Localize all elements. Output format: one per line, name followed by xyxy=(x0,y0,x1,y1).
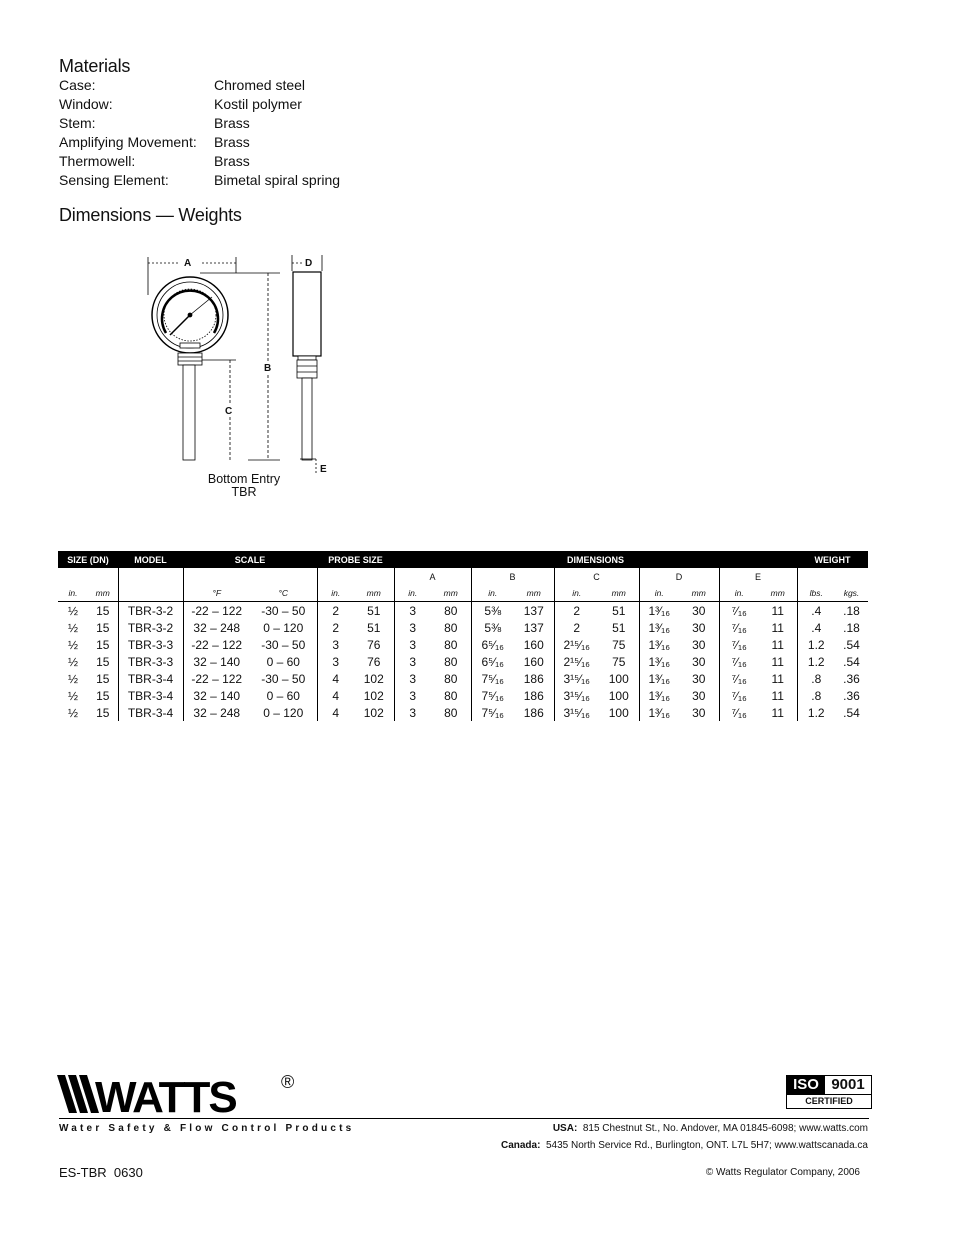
table-cell: 15 xyxy=(96,671,110,686)
materials-title: Materials xyxy=(59,56,131,76)
diagram-caption: Bottom Entry TBR xyxy=(207,472,281,499)
table-cell: .8 xyxy=(797,687,835,704)
material-value: Brass xyxy=(214,134,250,150)
unit-mm: mm xyxy=(88,585,118,602)
material-row xyxy=(59,152,250,171)
unit-in: in. xyxy=(317,585,354,602)
table-cell: 75 xyxy=(612,654,626,669)
table-cell: 32 – 248 xyxy=(183,619,250,636)
header-size: SIZE (DN) xyxy=(58,551,118,568)
table-cell: 160 xyxy=(523,654,544,669)
material-row xyxy=(59,171,340,190)
table-cell: 0 – 60 xyxy=(266,654,300,669)
material-row xyxy=(59,114,250,133)
table-cell: 100 xyxy=(608,671,629,686)
table-cell: .18 xyxy=(843,603,860,618)
table-cell: 11 xyxy=(771,603,784,618)
table-cell: -22 – 122 xyxy=(183,670,250,687)
unit-mm: mm xyxy=(514,585,554,602)
table-cell: .18 xyxy=(843,620,860,635)
table-cell: 15 xyxy=(96,603,110,618)
material-label: Case: xyxy=(59,77,96,93)
dimension-label-e: E xyxy=(320,464,327,475)
table-cell: ½ xyxy=(67,688,78,703)
registered-mark: ® xyxy=(281,1072,295,1092)
table-row xyxy=(58,687,868,704)
table-cell: 3 xyxy=(394,670,431,687)
table-cell: .4 xyxy=(797,602,835,620)
material-value: Chromed steel xyxy=(214,77,306,93)
table-cell: 6⁵⁄₁₆ xyxy=(471,636,514,653)
table-cell: TBR-3-2 xyxy=(118,619,183,636)
table-cell: 7⁵⁄₁₆ xyxy=(471,704,514,721)
header-probe: PROBE SIZE xyxy=(317,551,394,568)
table-cell: 15 xyxy=(96,688,110,703)
table-cell: TBR-3-3 xyxy=(118,636,183,653)
table-cell: 6⁵⁄₁₆ xyxy=(471,653,514,670)
table-cell: TBR-3-3 xyxy=(118,653,183,670)
iso-number: 9001 xyxy=(831,1076,865,1093)
table-cell: 3 xyxy=(317,653,354,670)
table-cell: TBR-3-2 xyxy=(118,602,183,620)
unit-in: in. xyxy=(719,585,759,602)
table-cell: 30 xyxy=(692,654,706,669)
watts-wordmark: WATTS xyxy=(95,1073,236,1115)
table-cell: 100 xyxy=(608,705,629,720)
dim-letter-a: A xyxy=(394,568,471,585)
table-cell: 3 xyxy=(394,704,431,721)
table-cell: 1³⁄₁₆ xyxy=(639,704,679,721)
table-cell: 30 xyxy=(692,671,706,686)
table-cell: TBR-3-4 xyxy=(118,704,183,721)
table-cell: 30 xyxy=(692,688,706,703)
table-cell: ⁷⁄₁₆ xyxy=(719,619,759,636)
table-cell: 5⅜ xyxy=(471,602,514,620)
header-scale: SCALE xyxy=(183,551,317,568)
table-cell: 4 xyxy=(317,687,354,704)
table-cell: TBR-3-4 xyxy=(118,687,183,704)
table-cell: ⁷⁄₁₆ xyxy=(719,636,759,653)
table-row xyxy=(58,653,868,670)
copyright: © Watts Regulator Company, 2006 xyxy=(705,1167,860,1178)
iso-word: ISO xyxy=(787,1076,825,1094)
material-value: Brass xyxy=(214,115,250,131)
unit-in: in. xyxy=(471,585,514,602)
table-cell: ½ xyxy=(67,637,78,652)
unit-mm: mm xyxy=(679,585,719,602)
table-cell: 80 xyxy=(444,620,458,635)
material-label: Sensing Element: xyxy=(59,172,169,188)
table-cell: 7⁵⁄₁₆ xyxy=(471,687,514,704)
dim-letter-b: B xyxy=(471,568,554,585)
table-cell: 3¹⁵⁄₁₆ xyxy=(554,704,599,721)
unit-mm: mm xyxy=(599,585,639,602)
table-cell: 2¹⁵⁄₁₆ xyxy=(554,653,599,670)
header-weight: WEIGHT xyxy=(797,551,868,568)
footer-rule xyxy=(59,1118,869,1119)
table-cell: 1.2 xyxy=(797,636,835,653)
table-cell: 76 xyxy=(367,637,381,652)
iso-certified: CERTIFIED xyxy=(787,1094,871,1108)
unit-c: °C xyxy=(250,585,317,602)
table-cell: 3 xyxy=(394,619,431,636)
table-cell: .54 xyxy=(843,637,860,652)
table-cell: 2 xyxy=(317,602,354,620)
spec-table-body xyxy=(58,602,868,722)
table-cell: ⁷⁄₁₆ xyxy=(719,653,759,670)
table-cell: 186 xyxy=(523,671,544,686)
unit-f: °F xyxy=(183,585,250,602)
table-cell: 0 – 120 xyxy=(263,620,304,635)
table-cell: 3 xyxy=(317,636,354,653)
table-cell: .54 xyxy=(843,705,860,720)
table-cell: 186 xyxy=(523,705,544,720)
table-cell: ½ xyxy=(67,671,78,686)
material-value: Bimetal spiral spring xyxy=(214,172,341,188)
table-cell: 76 xyxy=(367,654,381,669)
header-model: MODEL xyxy=(118,551,183,568)
table-cell: 2¹⁵⁄₁₆ xyxy=(554,636,599,653)
watts-logo xyxy=(57,1073,297,1115)
table-cell: 11 xyxy=(771,705,784,720)
table-cell: 0 – 60 xyxy=(266,688,300,703)
table-cell: 15 xyxy=(96,620,110,635)
unit-mm: mm xyxy=(354,585,394,602)
table-cell: 11 xyxy=(771,671,784,686)
dimensions-title: Dimensions — Weights xyxy=(59,205,242,225)
table-cell: 51 xyxy=(612,603,626,618)
table-cell: ⁷⁄₁₆ xyxy=(719,670,759,687)
doc-code: ES-TBR 0630 xyxy=(59,1165,143,1180)
material-value: Brass xyxy=(214,153,250,169)
table-cell: 102 xyxy=(363,705,384,720)
table-cell: 80 xyxy=(444,637,458,652)
table-cell: 80 xyxy=(444,671,458,686)
table-cell: .54 xyxy=(843,654,860,669)
material-row xyxy=(59,133,250,152)
iso-badge xyxy=(786,1075,872,1109)
table-cell: .36 xyxy=(843,671,860,686)
table-row xyxy=(58,670,868,687)
table-cell: 137 xyxy=(523,603,544,618)
table-cell: .4 xyxy=(797,619,835,636)
table-cell: -22 – 122 xyxy=(183,602,250,620)
table-cell: 80 xyxy=(444,603,458,618)
table-cell: 30 xyxy=(692,705,706,720)
table-row xyxy=(58,704,868,721)
table-cell: 30 xyxy=(692,620,706,635)
material-row xyxy=(59,76,305,95)
material-label: Thermowell: xyxy=(59,153,136,169)
material-label: Window: xyxy=(59,96,113,112)
table-cell: ⁷⁄₁₆ xyxy=(719,687,759,704)
unit-lbs: lbs. xyxy=(797,585,835,602)
table-cell: 3 xyxy=(394,653,431,670)
dimension-label-c: C xyxy=(225,406,233,417)
table-cell: 30 xyxy=(692,637,706,652)
dim-letter-d: D xyxy=(639,568,719,585)
dimension-label-d: D xyxy=(305,258,313,269)
table-cell: 4 xyxy=(317,670,354,687)
table-cell: 1³⁄₁₆ xyxy=(639,636,679,653)
table-cell: 0 – 120 xyxy=(263,705,304,720)
table-cell: 4 xyxy=(317,704,354,721)
table-cell: -30 – 50 xyxy=(261,671,306,686)
material-label: Stem: xyxy=(59,115,96,131)
table-cell: ½ xyxy=(67,620,78,635)
table-cell: 15 xyxy=(96,637,110,652)
table-cell: 11 xyxy=(771,654,784,669)
table-cell: 32 – 248 xyxy=(183,704,250,721)
table-cell: 100 xyxy=(608,688,629,703)
table-cell: -30 – 50 xyxy=(261,603,306,618)
table-cell: 2 xyxy=(317,619,354,636)
table-cell: 3¹⁵⁄₁₆ xyxy=(554,687,599,704)
table-cell: 80 xyxy=(444,654,458,669)
table-cell: 30 xyxy=(692,603,706,618)
table-cell: 15 xyxy=(96,705,110,720)
table-cell: 11 xyxy=(771,688,784,703)
table-cell: 5⅜ xyxy=(471,619,514,636)
usa-address: USA: 815 Chestnut St., No. Andover, MA 01845-6098; www.watts.com xyxy=(552,1123,868,1134)
dimension-label-b: B xyxy=(264,363,272,374)
table-cell: TBR-3-4 xyxy=(118,670,183,687)
table-cell: ½ xyxy=(67,705,78,720)
material-row xyxy=(59,95,302,114)
table-cell: 1³⁄₁₆ xyxy=(639,687,679,704)
table-row xyxy=(58,636,868,653)
tagline: Water Safety & Flow Control Products xyxy=(59,1123,355,1134)
table-cell: 1.2 xyxy=(797,704,835,721)
unit-in: in. xyxy=(554,585,599,602)
table-cell: 3 xyxy=(394,636,431,653)
table-cell: 102 xyxy=(363,671,384,686)
table-cell: 1³⁄₁₆ xyxy=(639,602,679,620)
canada-address: Canada: 5435 North Service Rd., Burlington, ONT. L7L 5H7; www.wattscanada.ca xyxy=(500,1140,868,1151)
table-cell: 15 xyxy=(96,654,110,669)
table-cell: .8 xyxy=(797,670,835,687)
table-cell: 11 xyxy=(771,637,784,652)
table-cell: 1³⁄₁₆ xyxy=(639,619,679,636)
table-cell: 3 xyxy=(394,602,431,620)
table-cell: 2 xyxy=(554,602,599,620)
gauge-dimension-diagram xyxy=(140,245,340,475)
table-cell: 11 xyxy=(771,620,784,635)
material-label: Amplifying Movement: xyxy=(59,134,197,150)
dim-letter-e: E xyxy=(719,568,797,585)
table-cell: 51 xyxy=(367,620,381,635)
table-cell: 1³⁄₁₆ xyxy=(639,653,679,670)
table-cell: -30 – 50 xyxy=(261,637,306,652)
table-cell: -22 – 122 xyxy=(183,636,250,653)
table-cell: 80 xyxy=(444,705,458,720)
table-cell: 7⁵⁄₁₆ xyxy=(471,670,514,687)
table-cell: 80 xyxy=(444,688,458,703)
unit-in: in. xyxy=(58,585,88,602)
table-cell: 160 xyxy=(523,637,544,652)
table-cell: 3¹⁵⁄₁₆ xyxy=(554,670,599,687)
table-cell: 2 xyxy=(554,619,599,636)
dimension-label-a: A xyxy=(184,258,192,269)
unit-mm: mm xyxy=(431,585,471,602)
table-cell: 1³⁄₁₆ xyxy=(639,670,679,687)
dim-letter-c: C xyxy=(554,568,639,585)
table-row xyxy=(58,602,868,620)
table-cell: 3 xyxy=(394,687,431,704)
table-cell: ⁷⁄₁₆ xyxy=(719,704,759,721)
table-row xyxy=(58,619,868,636)
material-value: Kostil polymer xyxy=(214,96,302,112)
unit-in: in. xyxy=(639,585,679,602)
header-dimensions: DIMENSIONS xyxy=(394,551,797,568)
table-cell: .36 xyxy=(843,688,860,703)
table-cell: 102 xyxy=(363,688,384,703)
table-cell: 32 – 140 xyxy=(183,687,250,704)
table-cell: 32 – 140 xyxy=(183,653,250,670)
table-cell: 75 xyxy=(612,637,626,652)
table-cell: 1.2 xyxy=(797,653,835,670)
table-cell: ½ xyxy=(67,603,78,618)
table-cell: 186 xyxy=(523,688,544,703)
unit-kgs: kgs. xyxy=(835,585,868,602)
table-cell: ½ xyxy=(67,654,78,669)
table-cell: ⁷⁄₁₆ xyxy=(719,602,759,620)
unit-in: in. xyxy=(394,585,431,602)
table-cell: 51 xyxy=(367,603,381,618)
table-cell: 137 xyxy=(523,620,544,635)
spec-table xyxy=(58,551,868,721)
table-cell: 51 xyxy=(612,620,626,635)
unit-mm: mm xyxy=(759,585,797,602)
